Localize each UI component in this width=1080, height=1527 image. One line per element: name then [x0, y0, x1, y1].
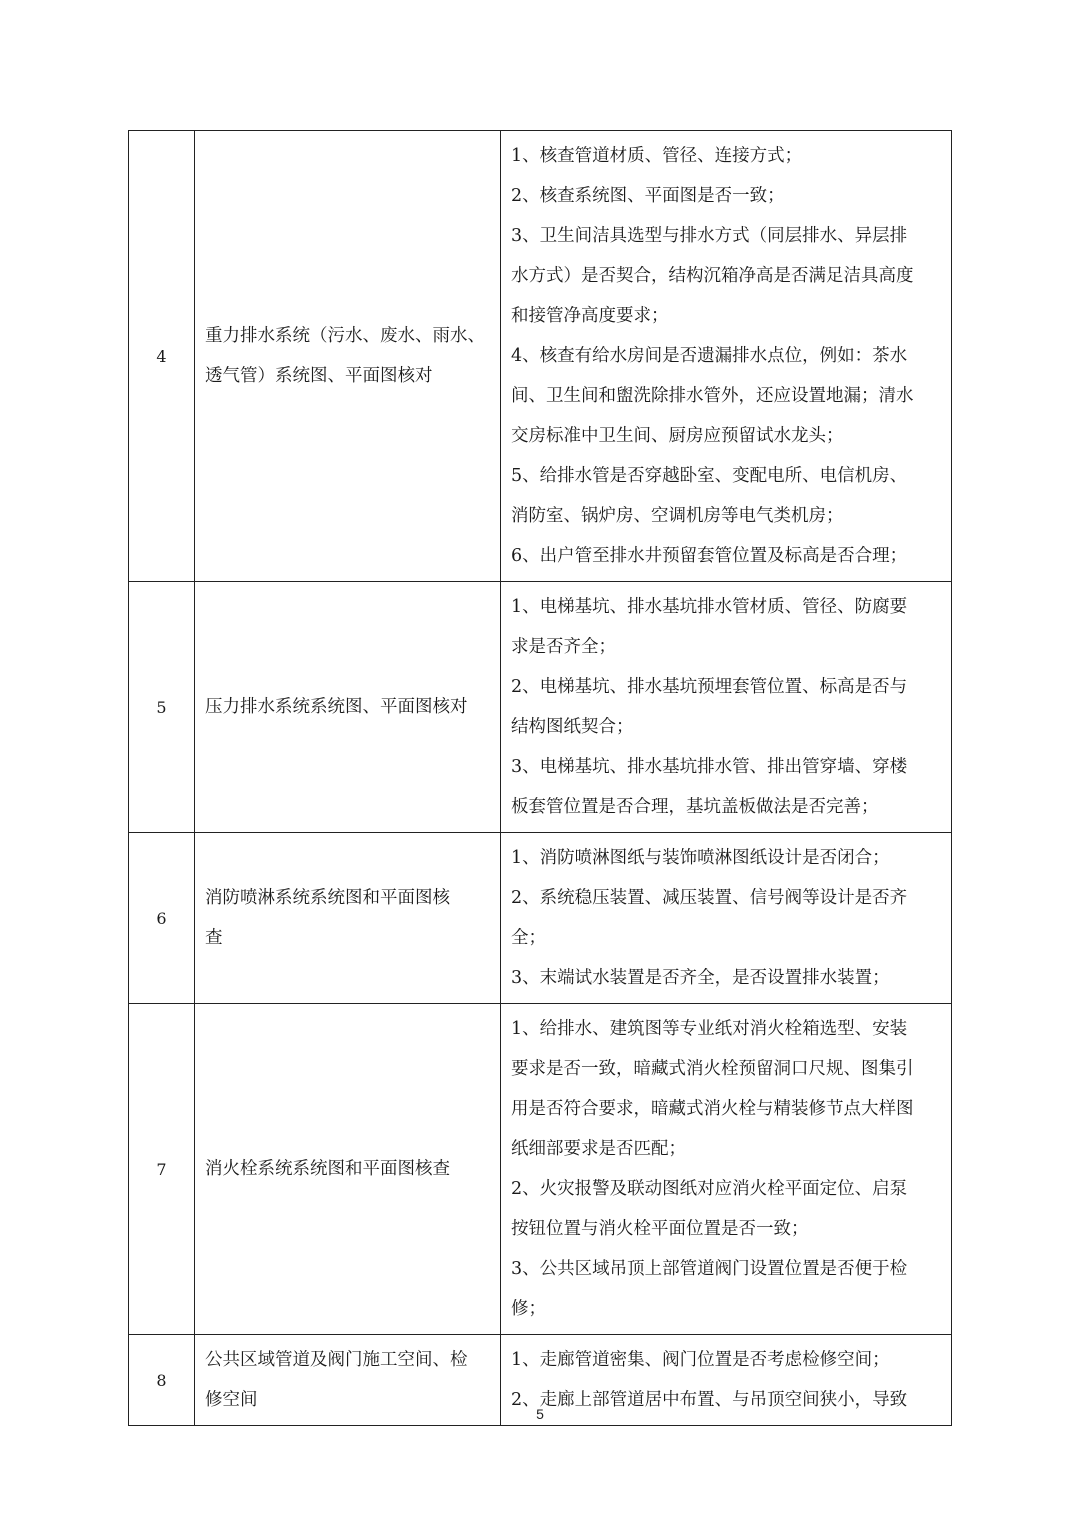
requirement-line: 修；: [511, 1299, 546, 1319]
review-requirements: [501, 1004, 952, 1335]
requirement-line: 1、走廊管道密集、阀门位置是否考虑检修空间；: [511, 1350, 890, 1370]
requirement-line: 按钮位置与消火栓平面位置是否一致；: [511, 1219, 809, 1239]
requirement-line: 1、消防喷淋图纸与装饰喷淋图纸设计是否闭合；: [511, 848, 890, 868]
review-item: [195, 1004, 501, 1335]
review-item-line: 查: [205, 928, 223, 948]
row-number: 4: [129, 131, 195, 582]
requirement-line: 用是否符合要求，暗藏式消火栓与精装修节点大样图: [511, 1099, 914, 1119]
review-item-line: 消防喷淋系统系统图和平面图核: [205, 888, 450, 908]
requirement-line: 纸细部要求是否匹配；: [511, 1139, 686, 1159]
requirement-line: 6、出户管至排水井预留套管位置及标高是否合理；: [511, 546, 908, 566]
table-row: [129, 131, 952, 582]
review-requirements: [501, 131, 952, 582]
requirement-line: 求是否齐全；: [511, 637, 616, 657]
requirement-line: 结构图纸契合；: [511, 717, 634, 737]
review-table-body: [129, 131, 952, 1426]
row-number: 5: [129, 582, 195, 833]
requirement-line: 2、电梯基坑、排水基坑预埋套管位置、标高是否与: [511, 677, 908, 697]
requirement-line: 3、卫生间洁具选型与排水方式（同层排水、异层排: [511, 226, 908, 246]
requirement-line: 间、卫生间和盥洗除排水管外，还应设置地漏；清水: [511, 386, 914, 406]
review-item-line: 重力排水系统（污水、废水、雨水、: [205, 326, 485, 346]
requirement-line: 1、核查管道材质、管径、连接方式；: [511, 146, 803, 166]
requirement-line: 3、公共区域吊顶上部管道阀门设置位置是否便于检: [511, 1259, 908, 1279]
review-requirements: [501, 833, 952, 1004]
review-requirements: [501, 582, 952, 833]
review-item-line: 消火栓系统系统图和平面图核查: [205, 1159, 450, 1179]
review-item-line: 压力排水系统系统图、平面图核对: [205, 697, 468, 717]
requirement-line: 1、电梯基坑、排水基坑排水管材质、管径、防腐要: [511, 597, 908, 617]
requirement-line: 3、电梯基坑、排水基坑排水管、排出管穿墙、穿楼: [511, 757, 908, 777]
requirement-line: 2、核查系统图、平面图是否一致；: [511, 186, 785, 206]
table-row: [129, 582, 952, 833]
review-item: [195, 833, 501, 1004]
table-row: [129, 833, 952, 1004]
requirement-line: 和接管净高度要求；: [511, 306, 669, 326]
requirement-line: 2、系统稳压装置、减压装置、信号阀等设计是否齐: [511, 888, 908, 908]
review-item-line: 透气管）系统图、平面图核对: [205, 366, 433, 386]
requirement-line: 3、末端试水装置是否齐全，是否设置排水装置；: [511, 968, 890, 988]
requirement-line: 要求是否一致，暗藏式消火栓预留洞口尺规、图集引: [511, 1059, 914, 1079]
row-number: 7: [129, 1004, 195, 1335]
table-row: [129, 1004, 952, 1335]
requirement-line: 2、走廊上部管道居中布置、与吊顶空间狭小，导致: [511, 1390, 908, 1410]
page-number: 5: [536, 1406, 544, 1422]
requirement-line: 消防室、锅炉房、空调机房等电气类机房；: [511, 506, 844, 526]
requirement-line: 2、火灾报警及联动图纸对应消火栓平面定位、启泵: [511, 1179, 908, 1199]
row-number: 8: [129, 1335, 195, 1426]
review-item-line: 公共区域管道及阀门施工空间、检: [205, 1350, 468, 1370]
row-number: 6: [129, 833, 195, 1004]
review-item: [195, 131, 501, 582]
requirement-line: 交房标准中卫生间、厨房应预留试水龙头；: [511, 426, 844, 446]
requirement-line: 1、给排水、建筑图等专业纸对消火栓箱选型、安装: [511, 1019, 908, 1039]
review-item-line: 修空间: [205, 1390, 258, 1410]
review-item: [195, 582, 501, 833]
requirement-line: 5、给排水管是否穿越卧室、变配电所、电信机房、: [511, 466, 908, 486]
requirement-line: 板套管位置是否合理，基坑盖板做法是否完善；: [511, 797, 879, 817]
requirement-line: 水方式）是否契合，结构沉箱净高是否满足洁具高度: [511, 266, 914, 286]
requirement-line: 4、核查有给水房间是否遗漏排水点位，例如：茶水: [511, 346, 908, 366]
requirement-line: 全；: [511, 928, 546, 948]
review-table: [128, 130, 952, 1426]
